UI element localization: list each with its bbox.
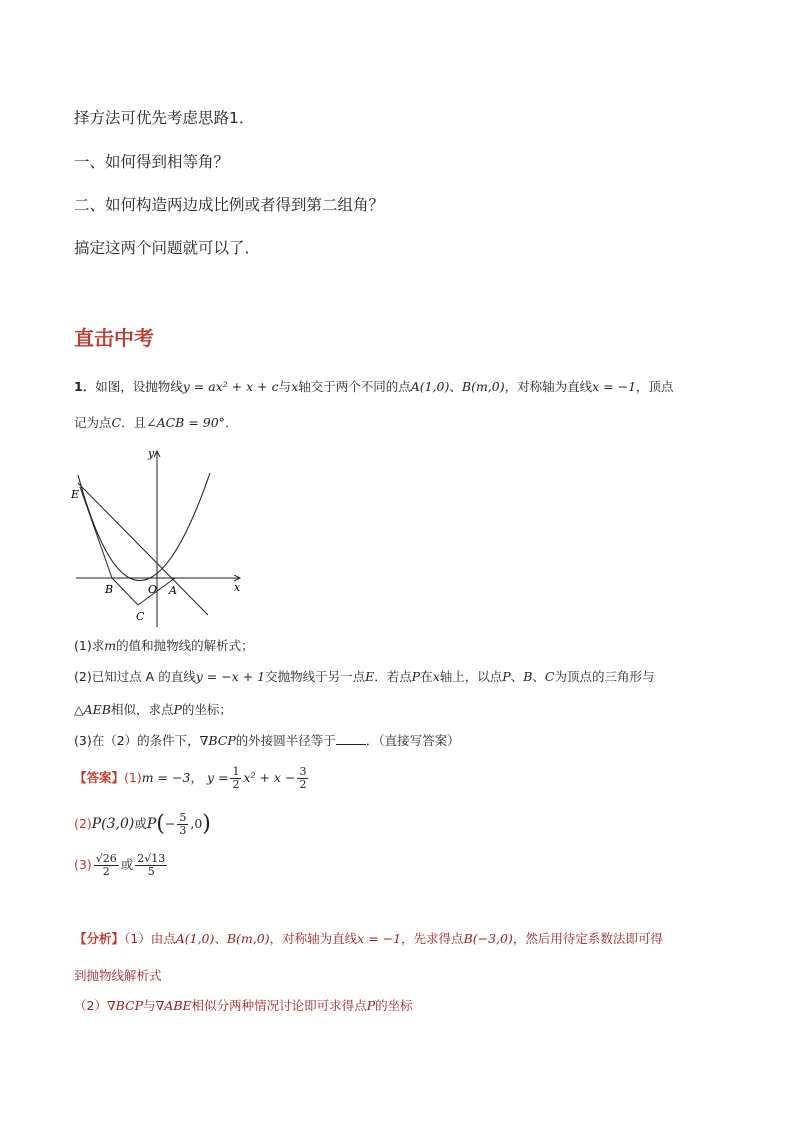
intro-line-4: 搞定这两个问题就可以了． <box>74 239 261 257</box>
section-title: 直击中考 <box>74 326 154 350</box>
var-p: P <box>502 669 511 684</box>
triangle-abe: ∇ABE <box>155 998 192 1013</box>
analysis-text: ，然后用待定系数法即可得 <box>512 931 663 946</box>
fraction-three-halves <box>297 766 308 791</box>
var-p: P <box>366 998 376 1013</box>
analysis-text: 与 <box>143 998 156 1013</box>
answer-point-p: P <box>146 816 157 832</box>
numerator: √26 <box>95 852 117 865</box>
var-p: P <box>173 702 182 717</box>
question-text: 交抛物线于另一点 <box>265 669 366 684</box>
problem-text: ，顶点 <box>636 379 674 394</box>
answer-number: (2) <box>74 816 92 831</box>
answer-label: 【答案】 <box>74 770 125 785</box>
numerator: 3 <box>299 765 307 778</box>
separator: 、 <box>532 669 545 684</box>
analysis-text: 的坐标 <box>375 998 413 1013</box>
separator: 、 <box>510 669 524 684</box>
line-bc <box>112 578 138 605</box>
question-text: 的外接圆半径等于 <box>235 733 336 748</box>
label-a: A <box>169 584 177 597</box>
analysis-text: 相似分两种情况讨论即可求得点 <box>191 998 367 1013</box>
triangle-aeb: △AEB <box>74 702 111 717</box>
denominator: 5 <box>147 865 155 878</box>
label-b: B <box>105 583 114 596</box>
analysis-line-1 <box>74 929 663 949</box>
or-text: 或 <box>120 857 134 872</box>
denominator: 2 <box>102 865 110 878</box>
problem-text: 如图，设抛物线 <box>95 379 183 394</box>
question-text: (3)在（2）的条件下， <box>74 733 200 748</box>
problem-text: 记为点 <box>74 415 112 430</box>
denominator: 2 <box>232 778 240 791</box>
var-b: B <box>523 669 533 684</box>
question-text: (1)求 <box>74 638 105 653</box>
separator: 、 <box>449 379 462 394</box>
problem-text: ．且 <box>121 415 147 430</box>
problem-text: 轴交于两个不同的点 <box>298 379 411 394</box>
question-text: 的值和抛物线的解析式； <box>116 638 254 653</box>
axis-equation: x = −1 <box>592 379 637 394</box>
fraction-five-thirds <box>177 812 188 837</box>
triangle-bcp: ∇BCP <box>106 998 144 1013</box>
var-p: P <box>411 669 421 684</box>
answer-number: (3) <box>74 857 92 872</box>
fraction-sqrt26-over-2 <box>94 853 119 878</box>
intro-line-1: 择方法可优先考虑思路1． <box>74 109 255 127</box>
analysis-line-2: 到抛物线解析式 <box>74 968 162 983</box>
numerator: 2√13 <box>137 852 166 865</box>
numerator: 5 <box>179 811 187 824</box>
numerator: 1 <box>232 765 240 778</box>
point-b-value: B(−3,0) <box>463 931 513 946</box>
label-c: C <box>136 610 145 623</box>
x-variable: x <box>291 379 299 394</box>
denominator: 3 <box>179 824 187 837</box>
point-b: B(m,0) <box>226 931 270 946</box>
intro-line-2: 一、如何得到相等角？ <box>74 153 230 171</box>
point-b: B(m,0) <box>461 379 505 394</box>
separator: ， <box>190 770 203 785</box>
label-o: O <box>148 583 158 596</box>
label-x: x <box>234 581 241 594</box>
analysis-text: ，对称轴为直线 <box>269 931 358 946</box>
answer-point-p1: P(3,0) <box>91 816 135 832</box>
analysis-label: 【分析】 <box>74 931 125 946</box>
vertex-c: C <box>111 415 122 430</box>
problem-line-2 <box>74 413 237 433</box>
question-text: (2)已知过点 A 的直线 <box>74 669 196 684</box>
analysis-text: （2） <box>74 998 107 1013</box>
answer-blank <box>336 732 366 745</box>
analysis-line-3 <box>74 996 413 1016</box>
answer-number: (1) <box>124 770 142 785</box>
minus-sign: − <box>164 816 176 831</box>
answer-expression: x² + x − <box>243 770 296 785</box>
problem-text: ． <box>224 415 238 430</box>
problem-number: 1． <box>74 379 96 394</box>
var-e: E <box>365 669 375 684</box>
question-text: 相似，求点 <box>110 702 174 717</box>
problem-text: ，对称轴为直线 <box>504 379 593 394</box>
point-a: A(1,0) <box>175 931 215 946</box>
analysis-text: ，先求得点 <box>401 931 464 946</box>
angle-acb: ∠ACB = 90° <box>146 415 225 430</box>
answer-m: m = −3 <box>141 770 191 785</box>
axis-equation: x = −1 <box>357 931 402 946</box>
or-text: 或 <box>134 816 147 831</box>
fraction-half <box>230 766 241 791</box>
denominator: 2 <box>299 778 307 791</box>
question-1 <box>74 636 254 656</box>
question-text: 轴上，以点 <box>439 669 503 684</box>
question-text: 的坐标； <box>181 702 232 717</box>
separator: 、 <box>214 931 227 946</box>
answer-line-2 <box>74 812 211 837</box>
answer-y: y = <box>206 770 229 785</box>
question-2-line-1 <box>74 667 655 687</box>
question-text: 在 <box>420 669 433 684</box>
label-y: y <box>148 447 155 460</box>
question-2-line-2 <box>74 700 232 720</box>
point-a: A(1,0) <box>410 379 450 394</box>
question-text: ．若点 <box>374 669 412 684</box>
intro-line-3: 二、如何构造两边成比例或者得到第二组角？ <box>74 196 385 214</box>
problem-text: 与 <box>278 379 292 394</box>
line-equation: y = −x + 1 <box>195 669 266 684</box>
question-text: 为顶点的三角形与 <box>554 669 655 684</box>
fraction-2sqrt13-over-5 <box>135 853 167 878</box>
left-paren: ( <box>156 811 165 837</box>
line-ea <box>78 483 208 615</box>
var-x: x <box>432 669 440 684</box>
var-m: m <box>104 638 117 653</box>
answer-line-1 <box>74 766 310 791</box>
coordinate-tail: ,0 <box>190 816 203 831</box>
right-paren: ) <box>202 811 211 837</box>
triangle-bcp: ∇BCP <box>199 733 236 748</box>
problem-line-1 <box>74 377 674 397</box>
question-3 <box>74 731 460 751</box>
answer-line-3 <box>74 853 169 878</box>
parabola-curve <box>78 473 210 581</box>
label-e: E <box>71 488 80 501</box>
analysis-text: （1）由点 <box>124 931 176 946</box>
question-text: ．（直接写答案） <box>365 733 460 748</box>
var-c: C <box>544 669 555 684</box>
parabola-figure <box>68 445 248 630</box>
parabola-equation: y = ax² + x + c <box>182 379 279 394</box>
